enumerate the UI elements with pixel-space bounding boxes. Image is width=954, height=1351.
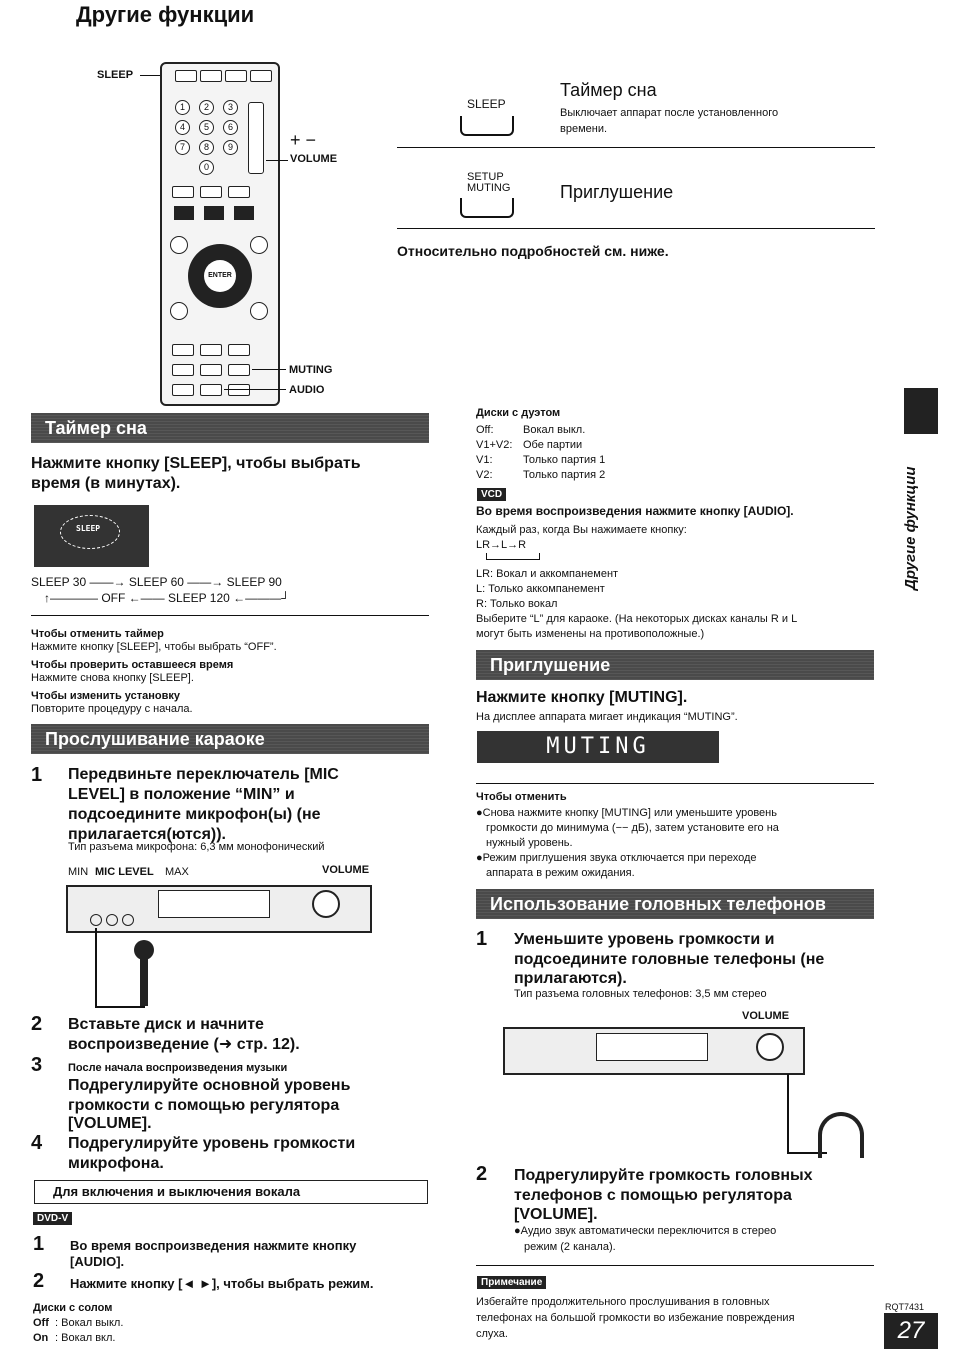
remote-number-button: 9	[223, 140, 238, 155]
divider	[476, 783, 874, 784]
remote-sleep-label: SLEEP	[97, 69, 134, 81]
muting-display-text: MUTING	[546, 734, 650, 759]
remote-skip-button	[200, 186, 222, 198]
pause-icon	[204, 206, 224, 220]
sleep-change-heading: Чтобы изменить установку	[31, 690, 180, 702]
volume-knob	[756, 1033, 784, 1061]
mic-cable	[95, 928, 97, 1008]
mic-jack	[90, 914, 102, 926]
doc-code: RQT7431	[885, 1302, 925, 1312]
remote-button	[228, 344, 250, 356]
solo-off-key: Off	[33, 1317, 49, 1329]
remote-return-button	[250, 302, 268, 320]
muting-leader-line	[252, 369, 286, 370]
muting-description: На дисплее аппарата мигает индикация “MUTING”.	[476, 711, 738, 723]
duet-value: Обе партии	[523, 439, 583, 451]
setup-key-label: SETUP	[467, 171, 504, 183]
remote-button	[200, 344, 222, 356]
headphones-step2-line2: телефонов с помощью регулятора	[514, 1187, 792, 1204]
remote-number-button: 0	[199, 160, 214, 175]
remote-enter-button: ENTER	[204, 260, 236, 292]
duet-value: Только партия 2	[523, 469, 606, 481]
page-number: 27	[884, 1313, 938, 1349]
muting-bullet2-line1: ●Режим приглушения звука отключается при переходе	[476, 852, 757, 864]
karaoke-step4-number: 4	[31, 1132, 43, 1154]
remote-sleep-button	[175, 70, 197, 82]
remote-button	[172, 344, 194, 356]
muting-key-icon	[460, 198, 514, 218]
duet-value: Только партия 1	[523, 454, 606, 466]
karaoke-step4-line2: микрофона.	[68, 1155, 164, 1172]
remote-muting-button	[228, 364, 250, 376]
play-icon	[234, 206, 254, 220]
remote-top-menu-button	[170, 236, 188, 254]
headphones-step2-line3: [VOLUME].	[514, 1206, 598, 1223]
vocal-box: Для включения и выключения вокала	[34, 1180, 428, 1204]
muting-instruction: Нажмите кнопку [MUTING].	[476, 689, 688, 706]
karaoke-step2-line1: Вставьте диск и начните	[68, 1016, 264, 1033]
vcd-badge: VCD	[477, 488, 506, 501]
volume-knob	[312, 890, 340, 918]
vcd-cycle: LR→L→R	[476, 539, 527, 551]
duet-heading: Диски с дуэтом	[476, 407, 561, 419]
vocal-step1-number: 1	[33, 1233, 45, 1255]
vocal-step1-line1: Во время воспроизведения нажмите кнопку	[70, 1238, 357, 1253]
remote-audio-label: AUDIO	[289, 384, 325, 396]
sleep-section-bar: Таймер сна	[31, 413, 429, 443]
karaoke-step1-line2: LEVEL] в положение “MIN” и	[68, 786, 295, 803]
note-line-3: слуха.	[476, 1328, 508, 1340]
duet-key: V2:	[476, 469, 493, 481]
sleep-cycle-bottom: ↑———— OFF ←—— SLEEP 120 ←———┘	[44, 591, 290, 605]
remote-number-button: 2	[199, 100, 214, 115]
remote-menu-button	[250, 236, 268, 254]
sleep-change-text: Повторите процедуру с начала.	[31, 703, 193, 715]
sleep-desc-2: времени.	[560, 123, 608, 135]
headphones-step1-note: Тип разъема головных телефонов: 3,5 мм стерео	[514, 988, 767, 1000]
karaoke-step2-line2: воспроизведение (➜ стр. 12).	[68, 1036, 300, 1053]
page-title: Другие функции	[76, 2, 255, 27]
sleep-cycle-top: SLEEP 30 ——→ SLEEP 60 ——→ SLEEP 90	[31, 575, 282, 589]
karaoke-section-bar: Прослушивание караоке	[31, 724, 429, 754]
remote-display-button	[170, 302, 188, 320]
karaoke-step3-pre: После начала воспроизведения музыки	[68, 1062, 288, 1074]
note-line-2: телефонах на большой громкости во избежание повреждения	[476, 1312, 795, 1324]
stop-icon	[174, 206, 194, 220]
mic-level-label: MIC LEVEL	[95, 866, 154, 878]
microphone-icon	[134, 940, 154, 960]
sleep-display	[34, 505, 149, 567]
remote-button	[172, 384, 194, 396]
remote-number-button: 8	[199, 140, 214, 155]
duet-key: V1+V2:	[476, 439, 513, 451]
sleep-cancel-heading: Чтобы отменить таймер	[31, 628, 164, 640]
remote-muting-label: MUTING	[289, 364, 333, 376]
audio-leader-line	[224, 389, 286, 390]
muting-key-label: MUTING	[467, 182, 511, 194]
mic-jack	[106, 914, 118, 926]
duet-key: V1:	[476, 454, 493, 466]
vcd-note-1: Выберите “L” для караоке. (На некоторых дисках каналы R и L	[476, 613, 798, 625]
headphones-volume-label: VOLUME	[742, 1010, 790, 1022]
remote-number-button: 7	[175, 140, 190, 155]
vcd-l: L: Только аккомпанемент	[476, 583, 605, 595]
sleep-desc-1: Выключает аппарат после установленного	[560, 107, 779, 119]
vcd-lr: LR: Вокал и аккомпанемент	[476, 568, 619, 580]
dvdv-badge: DVD-V	[33, 1212, 72, 1225]
remote-audio-button	[200, 384, 222, 396]
muting-bullet1-line3: нужный уровень.	[486, 837, 573, 849]
duet-value: Вокал выкл.	[523, 424, 586, 436]
remote-button	[172, 364, 194, 376]
remote-button	[200, 364, 222, 376]
karaoke-step1-line1: Передвиньте переключатель [MIC	[68, 766, 339, 783]
remote-number-button: 1	[175, 100, 190, 115]
vcd-instruction: Во время воспроизведения нажмите кнопку [AUDIO].	[476, 504, 794, 518]
max-label: MAX	[165, 866, 189, 878]
vcd-r: R: Только вокал	[476, 598, 558, 610]
amplifier-display	[158, 890, 270, 918]
volume-signs: + −	[290, 130, 317, 150]
remote-volume-label: VOLUME	[290, 153, 338, 165]
headphones-step1-line2: подсоедините головные телефоны (не	[514, 951, 825, 968]
remote-skip-button	[172, 186, 194, 198]
sleep-check-heading: Чтобы проверить оставшееся время	[31, 659, 234, 671]
headphones-step2-note-1: ●Аудио звук автоматически переключится в стерео	[514, 1225, 777, 1237]
vcd-note-2: могут быть изменены на противоположные.)	[476, 628, 705, 640]
karaoke-step3-number: 3	[31, 1054, 43, 1076]
remote-button	[225, 70, 247, 82]
remote-volume-rocker	[248, 102, 264, 174]
headphones-step1-line3: прилагаются).	[514, 970, 627, 987]
details-note: Относительно подробностей см. ниже.	[397, 243, 669, 259]
note-badge: Примечание	[477, 1276, 546, 1289]
remote-number-button: 4	[175, 120, 190, 135]
solo-heading: Диски с солом	[33, 1302, 113, 1314]
karaoke-step1-line4: прилагается(ются)).	[68, 826, 226, 843]
remote-number-button: 5	[199, 120, 214, 135]
remote-button	[228, 384, 250, 396]
sleep-key-icon	[460, 116, 514, 136]
divider	[397, 228, 875, 229]
karaoke-step1-note: Тип разъема микрофона: 6,3 мм монофонический	[68, 841, 325, 853]
mic-level-knob	[122, 914, 134, 926]
karaoke-step3-line2: громкости с помощью регулятора	[68, 1097, 340, 1114]
remote-search-button	[228, 186, 250, 198]
karaoke-step4-line1: Подрегулируйте уровень громкости	[68, 1135, 356, 1152]
mic-cable	[95, 1006, 145, 1008]
sleep-title: Таймер сна	[560, 80, 657, 100]
karaoke-step1-number: 1	[31, 764, 43, 786]
divider	[397, 147, 875, 148]
sleep-instruction-1: Нажмите кнопку [SLEEP], чтобы выбрать	[31, 455, 361, 472]
headphones-step1-number: 1	[476, 928, 488, 950]
vcd-cycle-return-arrow	[486, 553, 540, 560]
muting-bullet1-line1: ●Снова нажмите кнопку [MUTING] или уменьшите уровень	[476, 807, 777, 819]
headphone-cable	[787, 1074, 789, 1154]
min-label: MIN	[68, 866, 89, 878]
headphones-step2-note-2: режим (2 канала).	[524, 1241, 616, 1253]
karaoke-step2-number: 2	[31, 1013, 43, 1035]
sleep-check-text: Нажмите снова кнопку [SLEEP].	[31, 672, 194, 684]
vcd-each-press: Каждый раз, когда Вы нажимаете кнопку:	[476, 524, 687, 536]
vocal-step1-line2: [AUDIO].	[70, 1254, 125, 1269]
duet-key: Off:	[476, 424, 494, 436]
divider	[476, 1265, 874, 1266]
sleep-instruction-2: время (в минутах).	[31, 475, 181, 492]
remote-number-button: 3	[223, 100, 238, 115]
muting-bullet1-line2: громкости до минимума (−− дБ), затем установите его на	[486, 822, 779, 834]
headphones-step1-line1: Уменьшите уровень громкости и	[514, 931, 775, 948]
vocal-step2-text: Нажмите кнопку [◄ ►], чтобы выбрать режим.	[70, 1276, 374, 1291]
side-label: Другие функции	[902, 466, 919, 590]
side-tab-marker	[904, 388, 938, 434]
muting-section-bar: Приглушение	[476, 650, 874, 680]
remote-button	[250, 70, 272, 82]
divider	[31, 615, 429, 616]
karaoke-step1-line3: подсоедините микрофон(ы) (не	[68, 806, 321, 823]
muting-bullet2-line2: аппарата в режим ожидания.	[486, 867, 635, 879]
microphone-handle	[140, 958, 148, 1006]
karaoke-step3-line3: [VOLUME].	[68, 1115, 152, 1132]
vocal-step2-number: 2	[33, 1270, 45, 1292]
muting-display	[477, 731, 719, 763]
sleep-cancel-text: Нажмите кнопку [SLEEP], чтобы выбрать “OFF”.	[31, 641, 277, 653]
karaoke-step3-line1: Подрегулируйте основной уровень	[68, 1077, 351, 1094]
solo-on-key: On	[33, 1332, 49, 1344]
sleep-display-text: SLEEP	[76, 524, 101, 533]
muting-title: Приглушение	[560, 182, 674, 202]
muting-cancel-heading: Чтобы отменить	[476, 791, 567, 803]
volume-leader-line	[266, 160, 288, 161]
solo-on-value: : Вокал вкл.	[55, 1332, 116, 1344]
headphones-step2-number: 2	[476, 1163, 488, 1185]
solo-off-value: : Вокал выкл.	[55, 1317, 124, 1329]
headphones-section-bar: Использование головных телефонов	[476, 889, 874, 919]
remote-button	[200, 70, 222, 82]
volume-label: VOLUME	[322, 864, 370, 876]
headphones-icon	[818, 1112, 864, 1158]
remote-number-button: 6	[223, 120, 238, 135]
note-line-1: Избегайте продолжительного прослушивания в головных	[476, 1296, 770, 1308]
sleep-key-label: SLEEP	[467, 97, 506, 111]
amplifier-display	[596, 1033, 708, 1061]
headphones-step2-line1: Подрегулируйте громкость головных	[514, 1167, 813, 1184]
